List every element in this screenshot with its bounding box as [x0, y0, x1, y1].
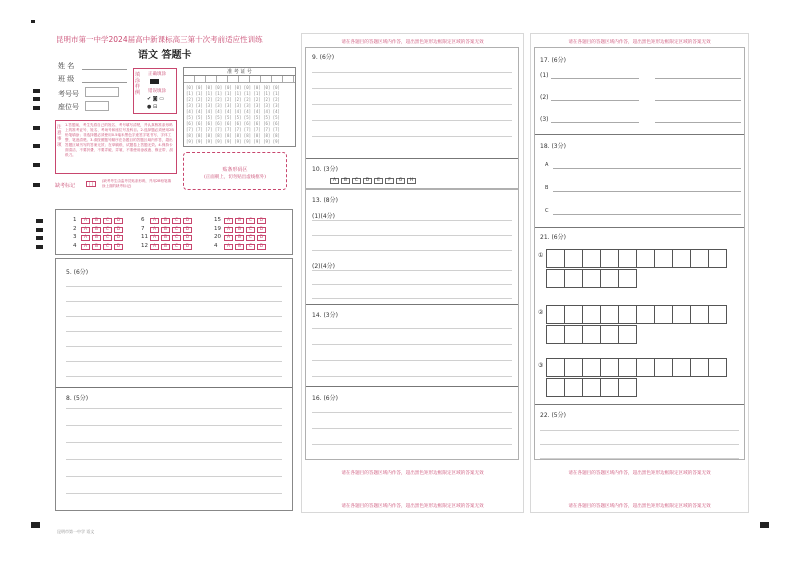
q10-option: C	[352, 178, 361, 184]
mc-row[interactable]: 12 A B C D	[141, 242, 194, 251]
barcode-note: (正面朝上，切勿贴出虚线框外)	[203, 175, 266, 180]
header-title: 昆明市第一中学2024届高中新课标高三第十次考前适应性训练	[56, 35, 263, 44]
q5-answer-lines[interactable]	[66, 259, 282, 389]
name-label: 姓 名	[58, 62, 75, 70]
class-field[interactable]	[82, 82, 127, 83]
footer: 昆明市第一中学 语文	[57, 529, 95, 534]
zkzh-grid[interactable]	[183, 67, 296, 147]
q9-label: 9. (6分)	[312, 54, 335, 61]
q16-label: 16. (6分)	[312, 395, 338, 402]
column-3-warning-top: 请在各题目的答题区域内作答，超出黑色矩形边框限定区域的答案无效	[568, 40, 711, 45]
q13-q16-box	[305, 189, 519, 460]
sample-fill-box	[133, 68, 177, 114]
q10-option: F	[385, 178, 394, 184]
q8-label: 8. (5分)	[66, 395, 89, 402]
q14-label: 14. (3分)	[312, 312, 338, 319]
notice-title: 注意事项	[57, 125, 62, 148]
mc-row[interactable]: 1 A B C D	[73, 216, 125, 225]
column-3-warning-bottom: 请在各题目的答题区域内作答，超出黑色矩形边框限定区域的答案无效	[568, 504, 711, 509]
zkzh-label: 准 考 证 号	[184, 68, 295, 76]
mc-row[interactable]: 11 A B C D	[141, 233, 194, 242]
zkzh-write-row	[184, 76, 295, 83]
sample-correct-label: 正确填涂	[148, 72, 166, 77]
q10-option: B	[341, 178, 350, 184]
notice-text: 1.答题前，考生先将自己的姓名、考号填写清楚，并认真核准条形码上的准考证号、姓名、考场号和座位号及科目。2.选择题必须使用2B铅笔填涂；非选择题必须使用0.5毫米黑色字迹签字笔书写，字体工整、笔迹清楚。3.请按照题号顺序在各题目的答题区域内作答，超出答题区域书写的答案无效；在草稿纸、试题卷上答题无效。4.保持卡面清洁，不要折叠、不要弄破、弄皱，不准使用涂改液、修正带、刮纸刀。	[65, 123, 174, 157]
column-2-warning-middle: 请在各题目的答题区域内作答，超出黑色矩形边框限定区域的答案无效	[341, 471, 484, 476]
sample-wrong-label: 错误填涂	[148, 89, 166, 94]
q22-answer-lines[interactable]	[540, 48, 739, 460]
mc-box	[55, 209, 293, 255]
mc-row[interactable]: 19 A B C D	[214, 225, 268, 234]
barcode-area	[183, 152, 287, 190]
q22-label: 22. (5分)	[540, 412, 566, 419]
sample-wrong-bubbles-2: ● ⊟	[147, 104, 158, 110]
absent-bubble[interactable]: [ ]	[86, 181, 96, 187]
q16-answer-lines[interactable]	[312, 190, 512, 460]
mc-row[interactable]: 4 A B C D	[73, 242, 125, 251]
q18-b-label: B	[545, 185, 549, 191]
mc-row[interactable]: 4 A B C D	[214, 242, 268, 251]
sample-correct-bubble	[150, 79, 159, 84]
mc-group-3	[214, 216, 268, 250]
q17-q22-box	[534, 47, 745, 460]
absent-label: 缺考标记	[55, 183, 76, 189]
q17-2-label: (2)	[540, 94, 549, 101]
mc-row[interactable]: 6 A B C D	[141, 216, 194, 225]
seat-no-field[interactable]	[85, 101, 109, 111]
q13-label: 13. (8分)	[312, 197, 338, 204]
seat-no-label: 座位号	[58, 103, 79, 111]
mc-row[interactable]: 15 A B C D	[214, 216, 268, 225]
q10-option: G	[396, 178, 405, 184]
q10-label: 10. (3分)	[312, 166, 338, 173]
barcode-label: 贴条形码区	[222, 167, 248, 173]
class-label: 班 级	[58, 75, 75, 83]
q9-answer-lines[interactable]	[312, 48, 512, 158]
header-subtitle: 语文 答题卡	[138, 50, 192, 61]
q5-q8-box	[55, 258, 293, 511]
mc-row[interactable]: 3 A B C D	[73, 233, 125, 242]
absent-note: (缺考考生由监考员贴条形码，并用2B铅笔填涂上面的缺考标记)	[102, 179, 171, 188]
q13-1-label: (1)(4分)	[312, 213, 335, 220]
column-2-warning-top: 请在各题目的答题区域内作答，超出黑色矩形边框限定区域的答案无效	[341, 40, 484, 45]
q5-label: 5. (6分)	[66, 269, 89, 276]
mc-row[interactable]: 2 A B C D	[73, 225, 125, 234]
registration-mark-bottom-left	[31, 522, 40, 528]
q10-option: D	[363, 178, 372, 184]
name-field[interactable]	[82, 69, 127, 70]
column-2-warning-bottom: 请在各题目的答题区域内作答，超出黑色矩形边框限定区域的答案无效	[341, 504, 484, 509]
mc-group-1	[73, 216, 125, 250]
mc-row[interactable]: 20 A B C D	[214, 233, 268, 242]
registration-mark-bottom-right	[760, 522, 769, 528]
q10-option: H	[407, 178, 416, 184]
column-3-warning-middle: 请在各题目的答题区域内作答，超出黑色矩形边框限定区域的答案无效	[568, 471, 711, 476]
q17-1-label: (1)	[540, 72, 549, 79]
q21-label: 21. (6分)	[540, 234, 566, 241]
mc-group-2	[141, 216, 194, 250]
q10-options[interactable]	[330, 177, 418, 184]
q21-2-label: ②	[538, 309, 544, 316]
sample-fill-title: 填涂样例	[135, 72, 141, 96]
registration-mark-top-left	[31, 20, 35, 23]
q13-2-label: (2)(4分)	[312, 263, 335, 270]
exam-no-field[interactable]	[85, 87, 119, 97]
q9-q10-box	[305, 47, 519, 189]
q10-option: E	[374, 178, 383, 184]
q9-q10-separator	[306, 158, 518, 159]
q21-3-label: ③	[538, 362, 544, 369]
sample-wrong-bubbles: ✔ ◙ ▭	[147, 96, 164, 102]
q18-label: 18. (3分)	[540, 143, 566, 150]
q17-label: 17. (6分)	[540, 57, 566, 64]
q17-3-label: (3)	[540, 116, 549, 123]
exam-no-label: 考号号	[58, 90, 79, 98]
mc-row[interactable]: 7 A B C D	[141, 225, 194, 234]
q10-option: A	[330, 178, 339, 184]
q8-answer-lines[interactable]	[66, 387, 282, 507]
q21-1-label: ①	[538, 252, 544, 259]
q18-a-label: A	[545, 162, 549, 168]
zkzh-digits: [0] [0] [0] [0] [0] [0] [0] [0] [0] [0] [1] [1] [1] [1] [1] [1] [1] [1] [1] [1] [2] [2] [2] [2] [2] [2] [2] [2] [2] [2] [3] [3] [3] [3] [3] [3] [3] [3] [3] [3] [4] [4] [4] [4] [4] [4] [4] [4] [4] [4] [5] [5] [5] [5] [5] [5] [5] [5] [5] [5] [6] [6] [6] [6] [6] [6] [6] [6] [6] [6] [7] [7] [7] [7] [7] [7] [7] [7] [7] [7] [8] [8] [8] [8] [8] [8] [8] [8] [8] [8] [9] [9] [9] [9] [9] [9] [9] [9] [9] [9]	[186, 85, 280, 144]
notice-box	[55, 120, 177, 174]
q18-c-label: C	[545, 208, 549, 214]
